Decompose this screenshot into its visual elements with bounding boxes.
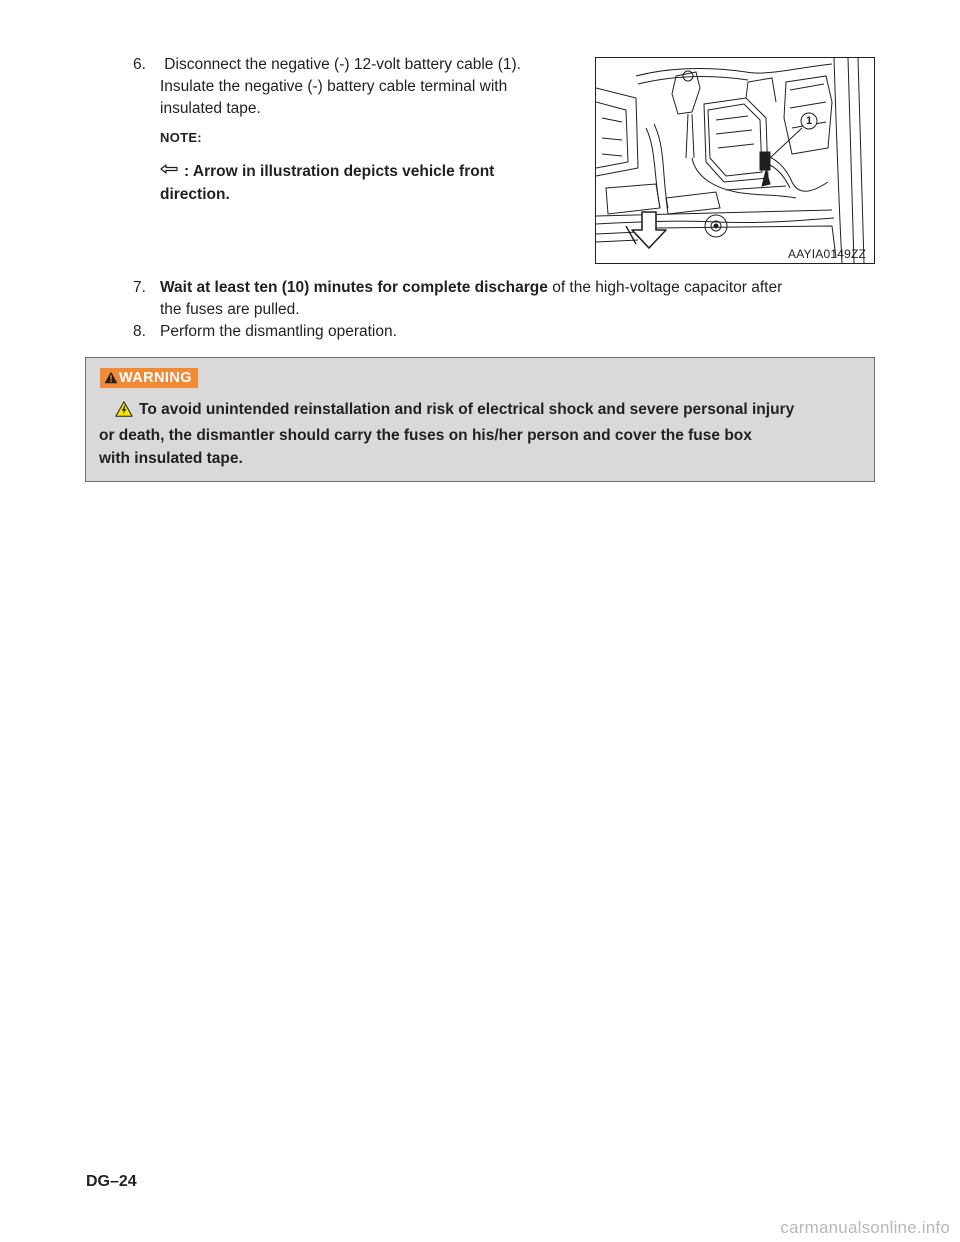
step-7-text	[160, 277, 872, 321]
warning-line-2: or death, the dismantler should carry the fuses on his/her person and cover the fuse box	[99, 427, 752, 444]
page-number: DG–24	[86, 1173, 137, 1190]
front-direction-arrow-icon	[626, 212, 666, 248]
step-6-line-2: Insulate the negative (-) battery cable terminal with	[160, 78, 508, 95]
step-6-line-3: insulated tape.	[160, 100, 261, 117]
warning-text	[99, 398, 859, 470]
warning-badge	[100, 368, 198, 388]
figure-callout-1: 1	[805, 115, 813, 127]
warning-line-3: with insulated tape.	[99, 450, 243, 467]
step-7-line-2: the fuses are pulled.	[160, 301, 300, 318]
step-6-line-1: Disconnect the negative (-) 12-volt battery cable (1).	[160, 56, 521, 73]
arrow-left-icon	[160, 158, 178, 181]
step-7-emphasis: Wait at least ten (10) minutes for complete discharge	[160, 279, 548, 296]
note-label: NOTE:	[160, 130, 202, 145]
engine-bay-drawing	[596, 58, 874, 263]
step-7-number: 7.	[133, 279, 146, 296]
note-line-2: direction.	[160, 186, 230, 203]
engine-bay-illustration	[595, 57, 875, 264]
warning-badge-label: WARNING	[119, 370, 192, 386]
figure-code: AAYIA0149ZZ	[787, 247, 866, 261]
warning-line-1: To avoid unintended reinstallation and risk of electrical shock and severe personal injury	[139, 401, 795, 418]
step-6-number: 6.	[133, 56, 146, 73]
watermark-text: carmanualsonline.info	[780, 1218, 950, 1237]
note-text	[160, 158, 550, 206]
step-8-text: Perform the dismantling operation.	[160, 323, 397, 340]
warning-box	[85, 357, 875, 482]
step-7-rest: of the high-voltage capacitor after	[547, 279, 783, 296]
step-8-number: 8.	[133, 323, 146, 340]
step-6-text	[160, 54, 560, 120]
warning-triangle-icon	[104, 371, 118, 384]
electric-shock-icon	[115, 401, 133, 424]
note-line-1: : Arrow in illustration depicts vehicle front	[184, 163, 495, 180]
